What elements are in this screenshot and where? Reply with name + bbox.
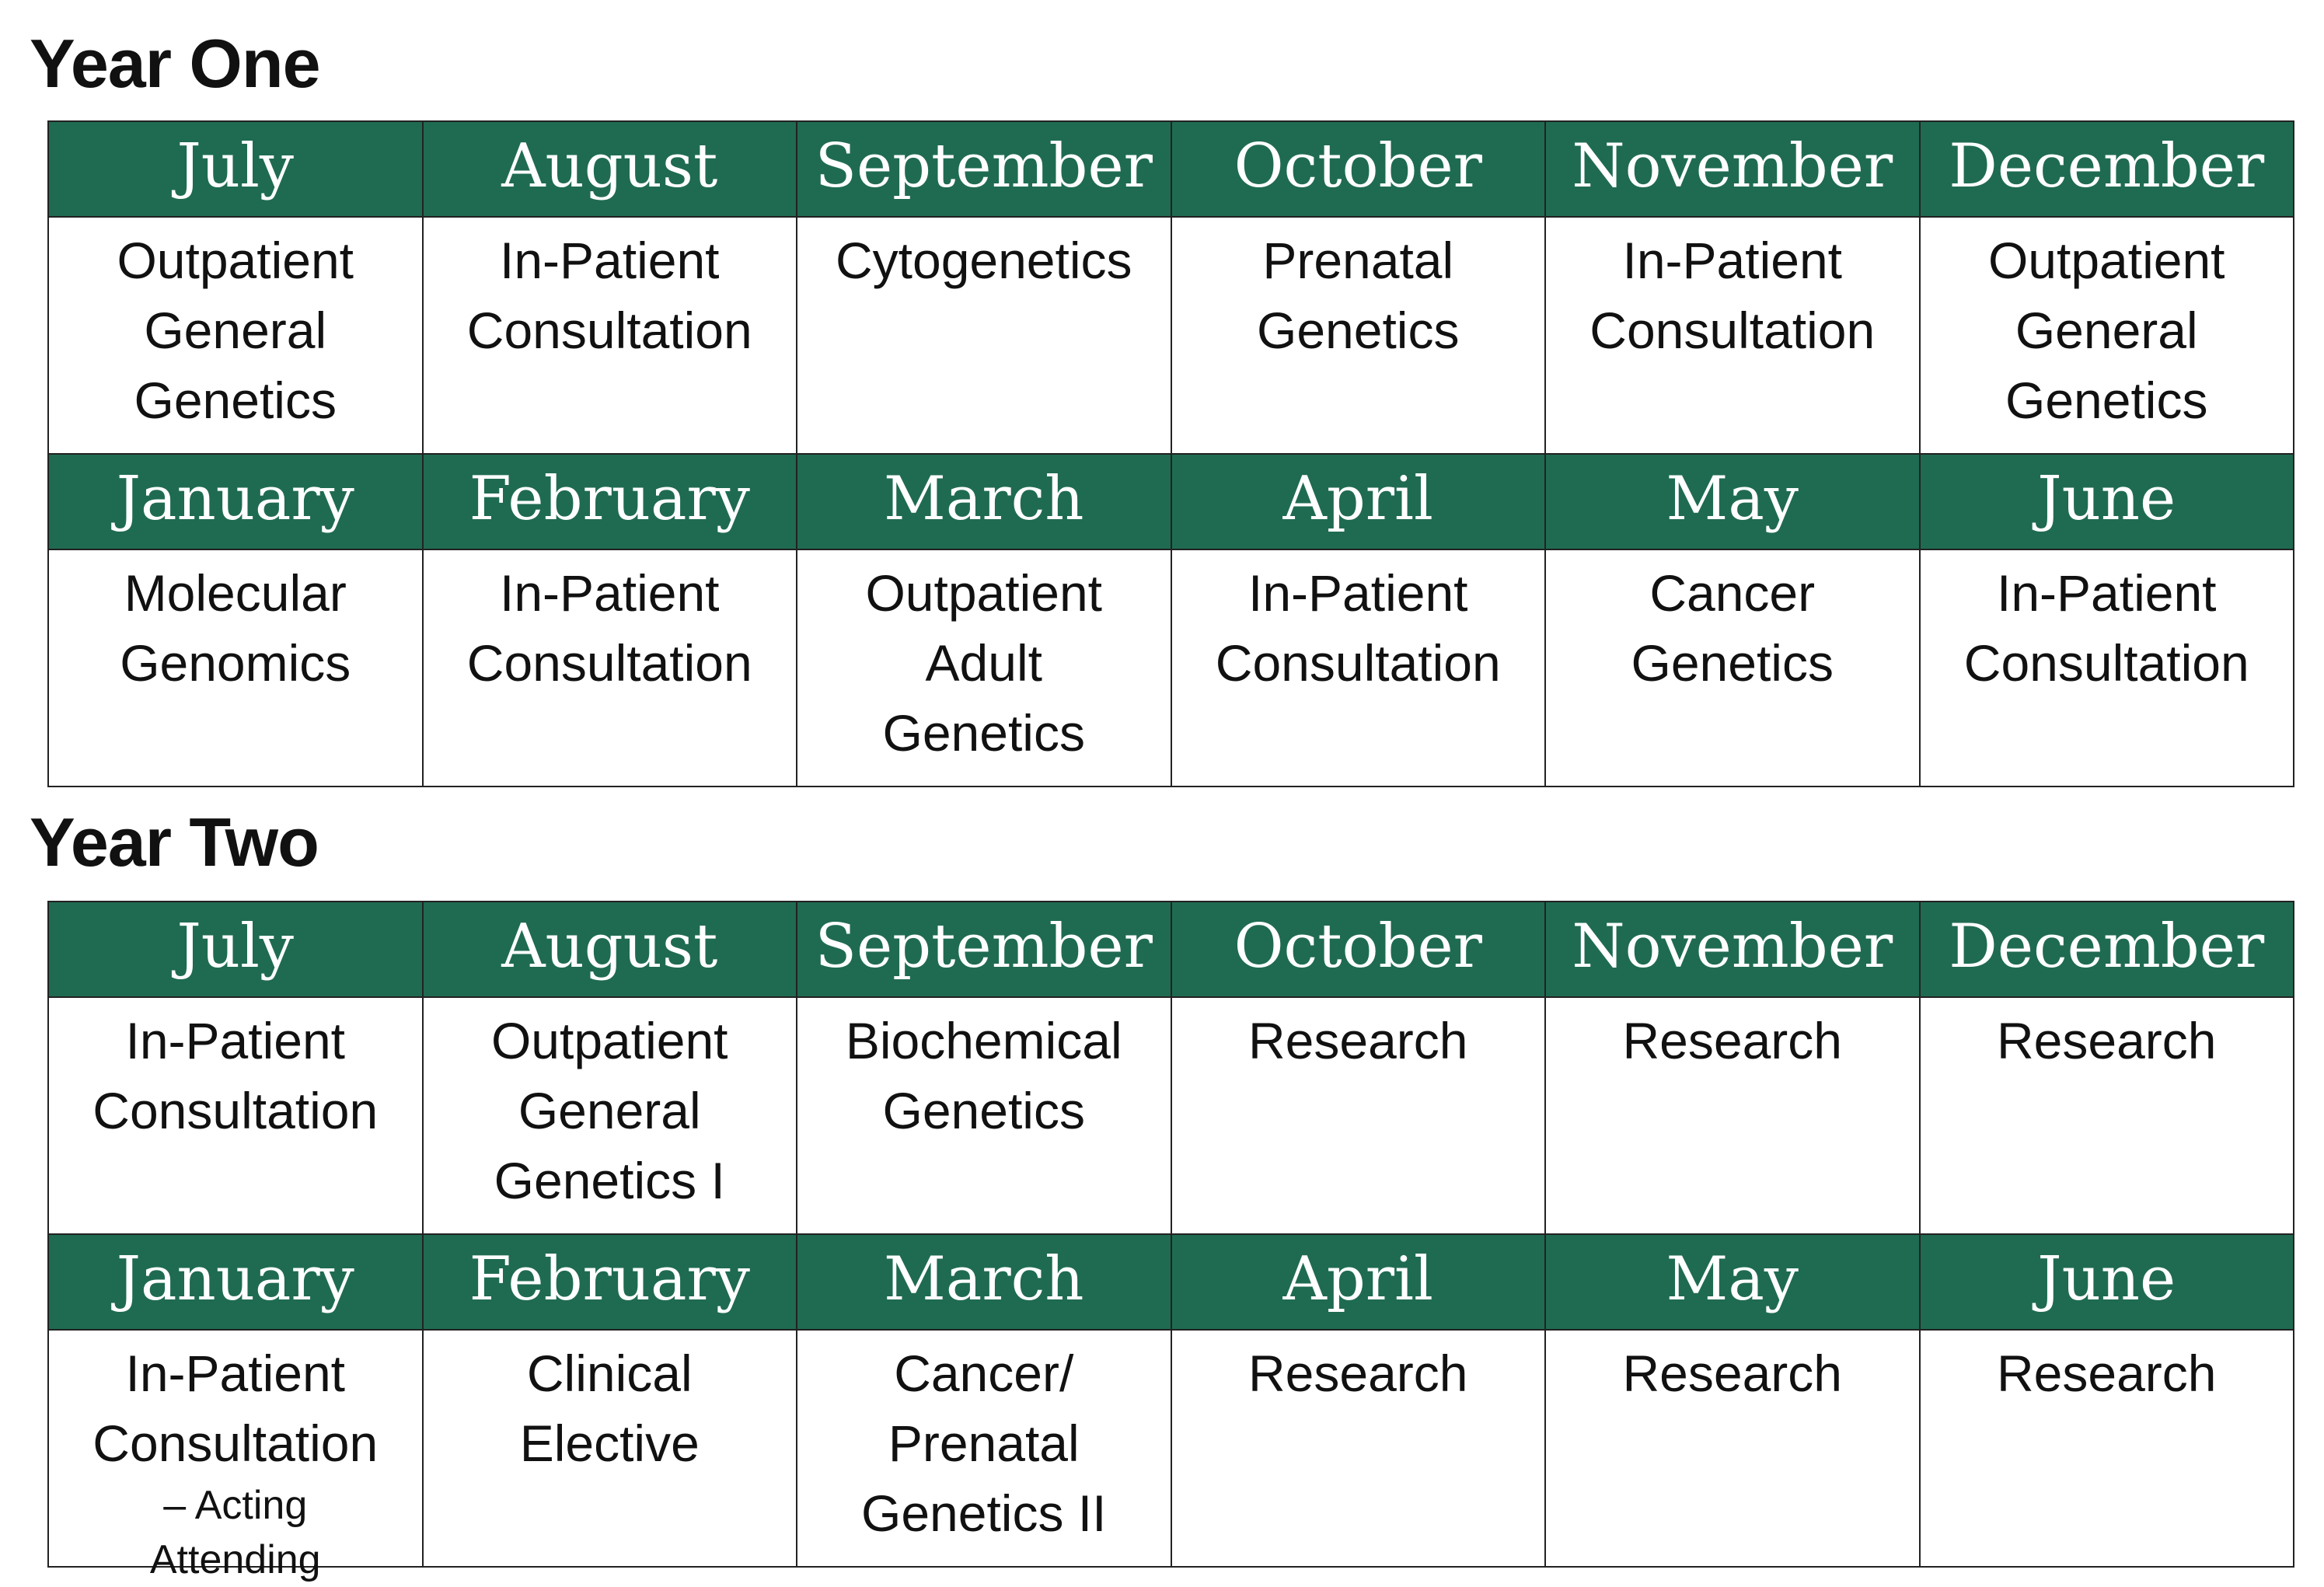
- year-two-schedule-table: [47, 901, 2294, 1582]
- rotation-cell: [1172, 998, 1547, 1235]
- rotation-cell: [1921, 998, 2295, 1235]
- rotation-label: Cancer/ Prenatal Genetics II: [861, 1345, 1107, 1542]
- rotation-cell: [49, 218, 424, 455]
- rotation-label: Research: [1997, 1012, 2217, 1069]
- rotation-cell: [1172, 550, 1547, 787]
- month-header: September: [797, 122, 1172, 218]
- rotation-cell: [797, 998, 1172, 1235]
- rotation-label: Molecular Genomics: [120, 564, 351, 692]
- rotation-note: – Acting Attending: [149, 1483, 321, 1582]
- rotation-label: Outpatient Adult Genetics: [865, 564, 1103, 762]
- rotation-label: Cytogenetics: [835, 232, 1132, 289]
- rotation-cell: [424, 550, 798, 787]
- rotation-cell: [797, 1331, 1172, 1568]
- month-header: February: [424, 455, 798, 550]
- rotation-cell: [1172, 1331, 1547, 1568]
- month-header: December: [1921, 902, 2295, 998]
- rotation-cell: [1921, 1331, 2295, 1568]
- month-header: March: [797, 455, 1172, 550]
- rotation-cell: [424, 1331, 798, 1568]
- rotation-label: In-Patient Consultation: [1215, 564, 1501, 692]
- rotation-label: Research: [1622, 1012, 1842, 1069]
- rotation-cell: [797, 218, 1172, 455]
- rotation-cell: [1546, 218, 1921, 455]
- rotation-cell: [1921, 550, 2295, 787]
- month-header: February: [424, 1235, 798, 1331]
- month-header: November: [1546, 122, 1921, 218]
- month-header: May: [1546, 455, 1921, 550]
- rotation-cell: [1172, 218, 1547, 455]
- month-header: May: [1546, 1235, 1921, 1331]
- rotation-cell: [797, 550, 1172, 787]
- month-header: April: [1172, 455, 1547, 550]
- rotation-label: In-Patient Consultation: [466, 232, 752, 359]
- rotation-label: Research: [1997, 1345, 2217, 1402]
- month-header: January: [49, 455, 424, 550]
- rotation-cell: [424, 998, 798, 1235]
- rotation-label: In-Patient Consultation: [1963, 564, 2249, 692]
- rotation-cell: [1546, 998, 1921, 1235]
- rotation-label: In-Patient Consultation: [466, 564, 752, 692]
- month-header: August: [424, 122, 798, 218]
- rotation-label: Outpatient General Genetics I: [490, 1012, 728, 1209]
- year-one-schedule-table: [47, 120, 2294, 787]
- month-header: September: [797, 902, 1172, 998]
- rotation-label: Outpatient General Genetics: [117, 232, 354, 429]
- rotation-label: Biochemical Genetics: [845, 1012, 1122, 1139]
- month-header: June: [1921, 455, 2295, 550]
- rotation-cell: [1546, 1331, 1921, 1568]
- month-header: June: [1921, 1235, 2295, 1331]
- year-two-title: Year Two: [30, 804, 319, 881]
- month-header: November: [1546, 902, 1921, 998]
- month-header: April: [1172, 1235, 1547, 1331]
- month-header: July: [49, 122, 424, 218]
- rotation-cell: [49, 550, 424, 787]
- rotation-cell: [49, 998, 424, 1235]
- month-header: August: [424, 902, 798, 998]
- rotation-label: In-Patient Consultation: [92, 1012, 379, 1139]
- rotation-label: Clinical Elective: [519, 1345, 700, 1472]
- month-header: October: [1172, 902, 1547, 998]
- rotation-cell: [1546, 550, 1921, 787]
- rotation-label: In-Patient Consultation: [92, 1345, 379, 1472]
- rotation-cell: [424, 218, 798, 455]
- month-header: March: [797, 1235, 1172, 1331]
- rotation-label: Research: [1622, 1345, 1842, 1402]
- month-header: October: [1172, 122, 1547, 218]
- month-header: January: [49, 1235, 424, 1331]
- rotation-label: Research: [1248, 1012, 1468, 1069]
- rotation-cell: [1921, 218, 2295, 455]
- rotation-label: In-Patient Consultation: [1589, 232, 1876, 359]
- rotation-label: Outpatient General Genetics: [1987, 232, 2225, 429]
- rotation-label: Research: [1248, 1345, 1468, 1402]
- rotation-label: Prenatal Genetics: [1257, 232, 1460, 359]
- rotation-cell: [49, 1331, 424, 1582]
- rotation-label: Cancer Genetics: [1631, 564, 1834, 692]
- month-header: July: [49, 902, 424, 998]
- year-one-title: Year One: [30, 25, 320, 102]
- month-header: December: [1921, 122, 2295, 218]
